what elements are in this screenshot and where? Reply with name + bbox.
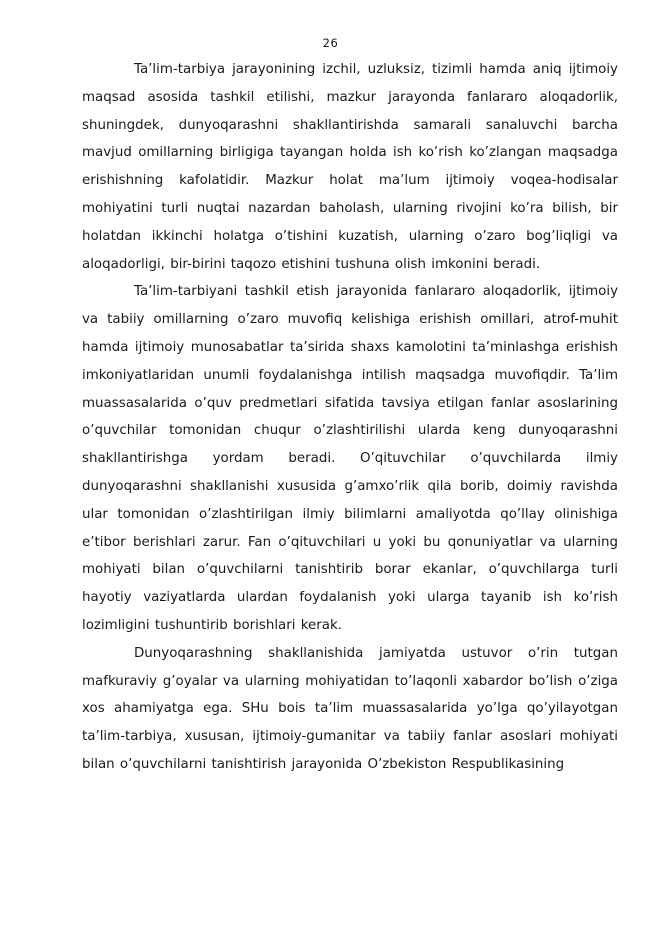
body-text xyxy=(82,56,618,779)
paragraph-3: Dunyoqarashning shakllanishida jamiyatda ustuvor o’rin tutgan mafkuraviy g’oyalar va ularning mohiyatidan to’laqonli xabardor bo’lish o’ziga xos ahamiyatga ega. SHu bois ta’lim muassasalarida yo’lga qo’yilayotgan ta’lim-tarbiya, xususan, ijtimoiy-gumanitar va tabiiy fanlar asoslari mohiyati bilan o’quvchilarni tanishtirish jarayonida O’zbekiston Respublikasining xyxy=(82,645,618,772)
page-number: 26 xyxy=(322,36,339,50)
paragraph-1: Ta’lim-tarbiya jarayonining izchil, uzluksiz, tizimli hamda aniq ijtimoiy maqsad asosida tashkil etilishi, mazkur jarayonda fanlararo aloqadorlik, shuningdek, dunyoqarashni shakllantirishda samarali sanaluvchi barcha mavjud omillarning birligiga tayangan holda ish ko’rish ko’zlangan maqsadga erishishning kafolatidir. Mazkur holat ma’lum ijtimoiy voqea-hodisalar mohiyatini turli nuqtai nazardan baholash, ularning rivojini ko’ra bilish, bir holatdan ikkinchi holatga o’tishini kuzatish, ularning o’zaro bog’liqligi va aloqadorligi, bir-birini taqozo etishini tushuna olish imkonini beradi. xyxy=(82,62,618,272)
paragraph-2: Ta’lim-tarbiyani tashkil etish jarayonida fanlararo aloqadorlik, ijtimoiy va tabiiy omillarning o’zaro muvofiq kelishiga erishish omillari, atrof-muhit hamda ijtimoiy munosabatlar ta’sirida shaxs kamolotini ta’minlashga erishish imkoniyatlaridan unumli foydalanishga intilish maqsadga muvofiqdir. Ta’lim muassasalarida o’quv predmetlari sifatida tavsiya etilgan fanlar asoslarining o’quvchilar tomonidan chuqur o’zlashtirilishi ularda keng dunyoqarashni shakllantirishga yordam beradi. O’qituvchilar o’quvchilarda ilmiy dunyoqarashni shakllanishi xususida g’amxo’rlik qila borib, doimiy ravishda ular tomonidan o’zlashtirilgan ilmiy bilimlarni amaliyotda qo’llay olinishiga e’tibor berishlari zarur. Fan o’qituvchilari u yoki bu qonuniyatlar va ularning mohiyati bilan o’quvchilarni tanishtirib borar ekanlar, o’quvchilarga turli hayotiy vaziyatlarda ulardan foydalanish yoki ularga tayanib ish ko’rish lozimligini tushuntirib borishlari kerak. xyxy=(82,284,618,633)
